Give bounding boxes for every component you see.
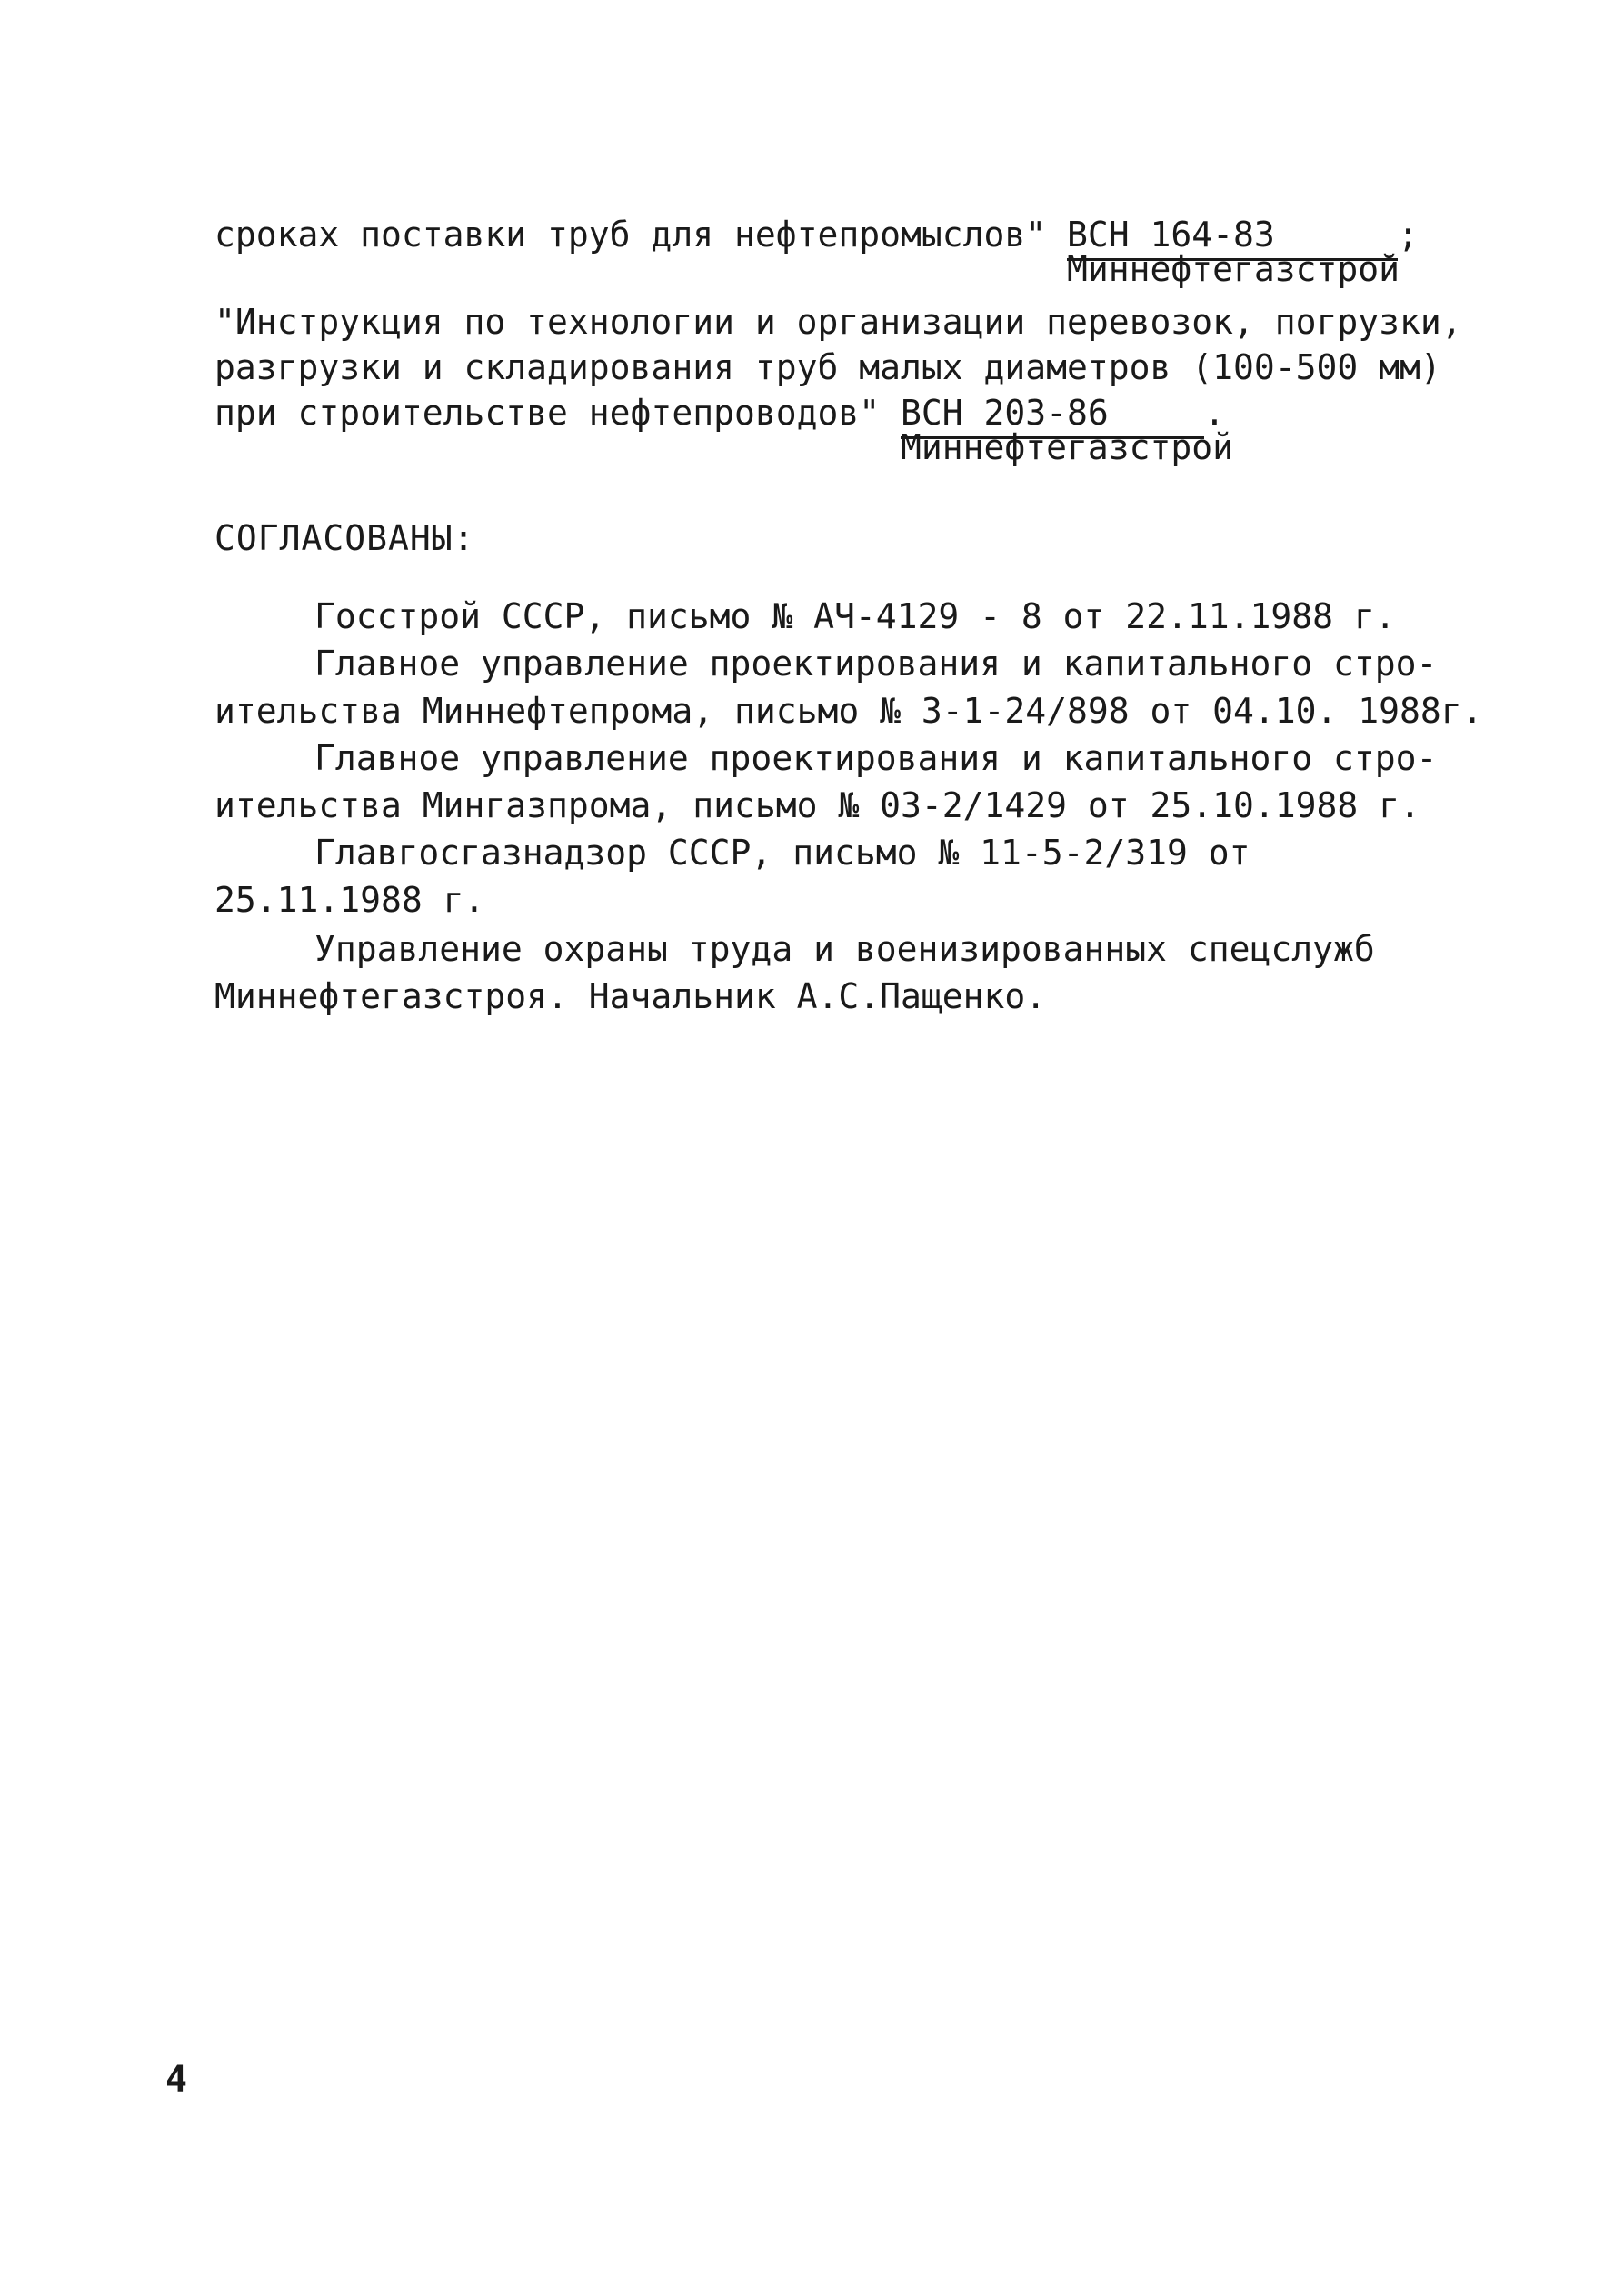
approval-line: 25.11.1988 г.: [214, 880, 485, 920]
punctuation: ;: [1398, 215, 1419, 255]
norm-reference-2: [900, 389, 1234, 467]
text-segment: при строительстве нефтепроводов": [214, 393, 881, 433]
approval-line: Главное управление проектирования и капитального стро-: [314, 644, 1438, 684]
approval-line: Управление охраны труда и военизированных спецслужб: [314, 929, 1375, 969]
text-line-1: [214, 211, 1419, 289]
page-number: 4: [165, 2059, 188, 2101]
norm-organization: Миннефтегазстрой: [900, 427, 1234, 467]
norm-organization: Миннефтегазстрой: [1067, 249, 1400, 289]
section-heading: СОГЛАСОВАНЫ:: [214, 518, 475, 558]
approval-line: Главгосгазнадзор СССР, письмо № 11-5-2/319 от: [314, 833, 1250, 873]
approval-line: Миннефтегазстроя. Начальник А.С.Пащенко.: [214, 976, 1047, 1016]
approval-line: Главное управление проектирования и капитального стро-: [314, 738, 1438, 778]
text-segment: "Инструкция по технологии и организации перевозок, погрузки,: [214, 302, 1462, 342]
text-segment: разгрузки и складирования труб малых диаметров (100-500 мм): [214, 347, 1441, 387]
norm-reference-1: [1067, 211, 1400, 289]
approval-line: Госстрой СССР, письмо № АЧ-4129 - 8 от 22.11.1988 г.: [314, 596, 1396, 636]
text-line-3: [214, 344, 1441, 391]
text-segment: сроках поставки труб для нефтепромыслов": [214, 215, 1047, 255]
punctuation: .: [1203, 393, 1225, 433]
norm-code: ВСН 203-86: [901, 389, 1204, 439]
approval-line: ительства Мингазпрома, письмо № 03-2/1429 от 25.10.1988 г.: [214, 785, 1420, 825]
approval-line: ительства Миннефтепрома, письмо № 3-1-24/898 от 04.10. 1988г.: [214, 691, 1483, 731]
text-line-2: [214, 298, 1462, 345]
text-line-4: [214, 389, 1234, 467]
norm-code: ВСН 164-83: [1067, 211, 1398, 261]
